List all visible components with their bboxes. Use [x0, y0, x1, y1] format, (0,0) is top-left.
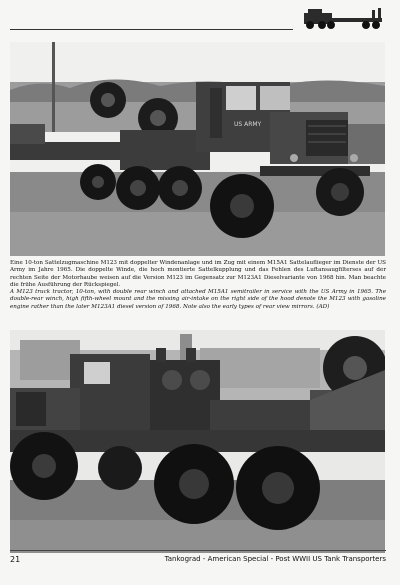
photo-caption — [10, 260, 386, 311]
photo-m123-with-semitrailer — [10, 42, 385, 256]
photo-m123-rear-winch — [10, 330, 385, 553]
bumper-marking: US ARMY — [234, 121, 262, 128]
footer-rule — [10, 550, 386, 551]
caption-german: Eine 10-ton Sattelzugmaschine M123 mit doppelter Windenanlage und im Zug mit einem M15A1 Sattelauflieger im Dienste der US Army im Jahre 1965. Die doppelte Winde, die hoch montierte Sattelkupplung und das Fehlen des Luftansaugfilterses auf der rechten Seite der Motorhaube weisen auf die Version M123 im Gegensatz zur M123A1 Dieselvariante von 1968 hin. Man beachte die frühe Ausführung der Rückspiegel. — [10, 260, 386, 288]
page-number: 21 — [10, 555, 21, 564]
caption-english: A M123 truck tractor, 10-ton, with double rear winch and attached M15A1 semitrailer in service with the US Army in 1965. The double-rear winch, high fifth-wheel mount and the missing air-intake on the right side of the hood denote the M123 with gasoline engine rather than the later M123A1 diesel version of 1968. Note also the early types of rear view mirrors. (AD) — [10, 289, 386, 310]
footer-title: Tankograd - American Special - Post WWII US Tank Transporters — [164, 555, 386, 563]
truck-logo-icon — [300, 4, 392, 32]
header-rule — [10, 29, 293, 30]
